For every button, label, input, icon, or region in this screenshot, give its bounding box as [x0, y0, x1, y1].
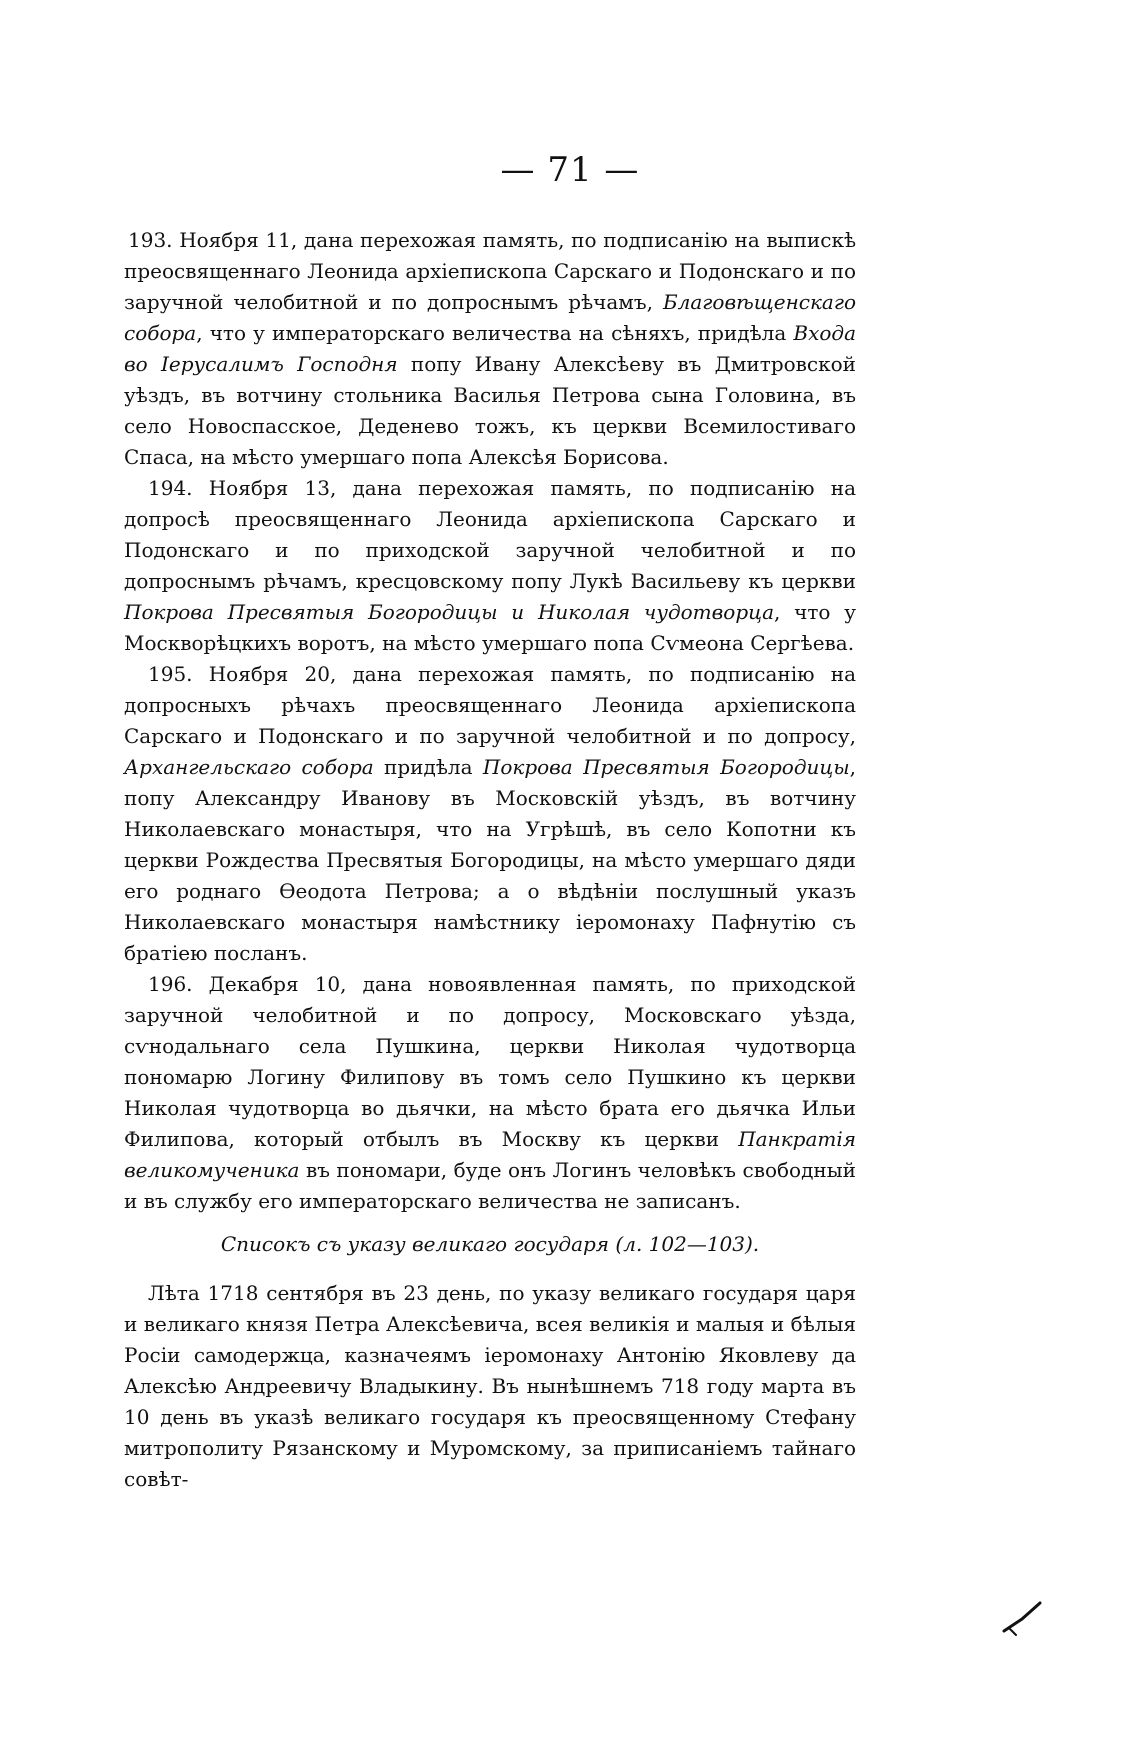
text-segment: попу Ивану Алексѣеву въ Дмитровской уѣздъ, въ вотчину стольника Василья Петрова сына Головина, въ село Новоспасское, Деденево тожъ, къ церкви Всемилостиваго Спаса, на мѣсто умершаго попа Алексѣя Борисова.	[124, 352, 856, 469]
entry-number: 193.	[128, 228, 173, 252]
page-number: — 71 —	[500, 150, 640, 190]
text-segment: Декабря 10, дана новоявленная память, по приходской заручной челобитной и по допросу, Московскаго уѣзда, сѵнодальнаго села Пушкина, церкви Николая чудотворца пономарю Логину Филипову въ томъ село Пушкино къ церкви Николая чудотворца во дьячки, на мѣсто брата его дьячка Ильи Филипова, который отбылъ въ Москву къ церкви	[124, 972, 856, 1151]
text-segment: , попу Александру Иванову въ Московскій уѣздъ, въ вотчину Николаевскаго монастыря, что на Угрѣшѣ, въ село Копотни къ церкви Рождества Пресвятыя Богородицы, на мѣсто умершаго дяди его роднаго Ѳеодота Петрова; а о вѣдѣніи послушный указъ Николаевскаго монастыря намѣстнику іеромонаху Пафнутію съ братіею посланъ.	[124, 755, 856, 965]
italic-phrase: Архангельскаго собора	[124, 755, 374, 779]
text-segment: Ноября 20, дана перехожая память, по подписанію на допросныхъ рѣчахъ преосвященнаго Леонида архіепископа Сарскаго и Подонскаго и по заручной челобитной и по допросу,	[124, 662, 856, 748]
italic-phrase: Входа во Іерусалимъ Господня	[124, 321, 856, 376]
document-text: Лѣта 1718 сентября въ 23 день, по указу великаго государя царя и великаго князя Петра Алексѣевича, всея великія и малыя и бѣлыя Росіи самодержца, казначеямъ іеромонаху Антонію Яковлеву да Алексѣю Андреевичу Владыкину. Въ нынѣшнемъ 718 году марта въ 10 день въ указѣ великаго государя къ преосвященному Стефану митрополиту Рязанскому и Муромскому, за приписаніемъ тайнаго совѣт-	[124, 1281, 856, 1491]
italic-phrase: Благовѣщенскаго собора	[124, 290, 856, 345]
ink-mark-icon	[1000, 1595, 1044, 1639]
italic-phrase: Панкратія великомученика	[124, 1127, 856, 1182]
text-segment: въ пономари, буде онъ Логинъ человѣкъ свободный и въ службу его императорскаго величества не записанъ.	[124, 1158, 856, 1213]
entry-195	[124, 659, 856, 969]
entry-number: 196.	[148, 972, 193, 996]
text-segment: Ноября 11, дана перехожая память, по подписанію на выпискѣ преосвященнаго Леонида архіепископа Сарскаго и Подонскаго и по заручной челобитной и по допроснымъ рѣчамъ,	[124, 228, 857, 314]
entry-194	[124, 473, 856, 659]
text-block	[124, 225, 856, 1495]
text-segment: , что у императорскаго величества на сѣняхъ, придѣла	[196, 321, 794, 345]
text-segment: придѣла	[373, 755, 483, 779]
entry-body	[124, 662, 856, 965]
entry-193	[124, 225, 856, 473]
entry-body	[124, 476, 856, 655]
text-segment: , что у Москворѣцкихъ воротъ, на мѣсто умершаго попа Сѵмеона Сергѣева.	[124, 600, 856, 655]
entry-body	[124, 228, 856, 469]
entry-number: 194.	[148, 476, 193, 500]
italic-phrase: Покрова Пресвятыя Богородицы	[482, 755, 850, 779]
entry-body	[124, 972, 856, 1213]
entry-196	[124, 969, 856, 1217]
section-heading: Списокъ съ указу великаго государя (л. 102—103).	[220, 1232, 760, 1256]
text-segment: Ноября 13, дана перехожая память, по подписанію на допросѣ преосвященнаго Леонида архіепископа Сарскаго и Подонскаго и по приходской заручной челобитной и по допроснымъ рѣчамъ, кресцовскому попу Лукѣ Васильеву къ церкви	[124, 476, 856, 593]
entry-number: 195.	[148, 662, 193, 686]
italic-phrase: Покрова Пресвятыя Богородицы и Николая чудотворца	[124, 600, 775, 624]
